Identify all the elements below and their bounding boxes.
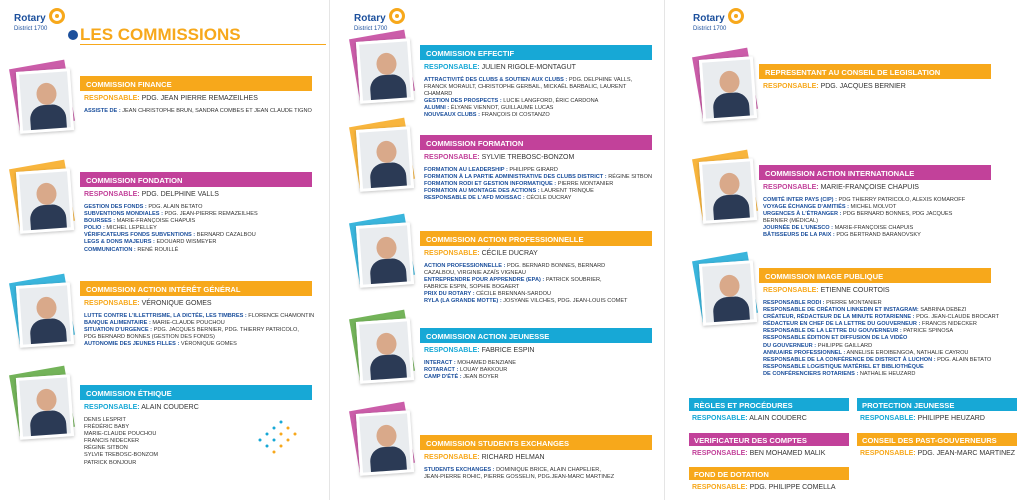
responsable-label: RESPONSABLE:	[860, 415, 916, 422]
logo-district: District 1700	[693, 26, 727, 32]
member-role: DU GOUVERNEUR :	[763, 342, 817, 349]
small-commission-title: CONSEIL DES PAST-GOUVERNEURS	[857, 433, 1017, 446]
member-role: LUTTE CONTRE L'ILLETTRISME, LA DICTÉE, LES TIMBRES :	[84, 313, 247, 319]
column-right	[675, 0, 1020, 500]
member-names: PDG. JACQUES BERNIER, PDG. THIERRY PATRICOLO,	[153, 327, 299, 334]
logo-district: District 1700	[14, 26, 48, 32]
member-line	[424, 474, 614, 481]
member-role: COMITÉ INTER PAYS (CIP) :	[763, 197, 837, 203]
commission-title-bar: COMMISSION ACTION JEUNESSE	[420, 328, 652, 343]
responsable-name: FABRICE ESPIN	[481, 347, 535, 354]
member-role: STUDENTS EXCHANGES :	[424, 467, 495, 473]
logo-district: District 1700	[354, 26, 388, 32]
member-role: LEGS & DONS MAJEURS :	[84, 239, 155, 246]
member-names: EDOUARD WISMEYER	[156, 239, 217, 246]
commission-title-bar: COMMISSION FORMATION	[420, 135, 652, 150]
column-middle	[340, 0, 665, 500]
responsable-name: PDG. DELPHINE VALLS	[141, 191, 219, 198]
member-names: MARIE-FRANÇOISE CHAPUIS	[834, 225, 914, 232]
member-names: DENIS LESPRIT	[84, 417, 126, 423]
member-names: PDG. JEAN-PIERRE REMAZEILHES	[164, 211, 258, 218]
responsable-label: RESPONSABLE:	[424, 250, 480, 257]
logo-word: Rotary	[693, 13, 725, 24]
portrait-photo	[699, 260, 757, 326]
member-role: FORMATION AU LEADERSHIP :	[424, 167, 508, 173]
member-role: BOURSES :	[84, 218, 116, 225]
member-role: RÉDACTEUR EN CHEF DE LA LETTRE DU GOUVERNEUR :	[763, 321, 921, 328]
member-names: CAZALBOU, VIRGINIE AZAÏS VIGNEAU	[424, 270, 526, 277]
member-names: PDG. BERNARD BONNES, BERNARD	[507, 263, 606, 269]
commission-card	[675, 0, 1020, 380]
member-line	[763, 321, 999, 328]
responsable-label: RESPONSABLE:	[424, 64, 480, 71]
member-line	[84, 460, 158, 467]
member-line	[763, 357, 999, 364]
member-names: JEAN CHRISTOPHE BRUN, SANDRA COMBES ET JEAN CLAUDE TIGNO	[122, 108, 312, 114]
member-names: FRANCIS NIDECKER	[921, 321, 977, 328]
member-role: BANQUE ALIMENTAIRE :	[84, 320, 151, 327]
member-role: FORMATION RODI ET GESTION INFORMATIQUE :	[424, 181, 557, 188]
member-names: PDG. JEAN-CLAUDE BROCART	[916, 314, 999, 321]
member-role: SITUATION D'URGENCE :	[84, 327, 153, 334]
member-role: ALUMNI :	[424, 105, 450, 112]
member-names: PHILIPPE GAILLARD	[817, 342, 873, 349]
member-names: PDG THIERRY PATRICOLO, ALEXIS KOMAROFF	[838, 197, 966, 203]
member-names: JEAN BOYER	[463, 374, 499, 381]
column-left	[0, 0, 330, 500]
logo-word: Rotary	[14, 13, 46, 24]
member-names: CÉCILE BRENNAN-SARDOU	[476, 291, 552, 298]
member-names: PIERRE MONTANIER	[826, 300, 882, 306]
responsable-line	[763, 287, 890, 294]
member-names: DOMINIQUE BRICE, ALAIN CHAPELIER,	[496, 467, 601, 473]
member-role: JOURNÉE DE L'UNESCO :	[763, 225, 834, 232]
dot-pattern-decoration	[255, 410, 315, 470]
portrait-head	[376, 424, 397, 447]
member-names: FRANCIS NIDECKER	[84, 438, 140, 445]
member-line	[763, 343, 999, 350]
member-role: COMMUNICATION :	[84, 246, 136, 253]
responsable-line	[692, 484, 836, 491]
responsable-label: RESPONSABLE:	[692, 484, 748, 491]
member-names: FRÉDÉRIC BABY	[84, 424, 130, 431]
member-role: RESPONSABLE RODI :	[763, 300, 825, 306]
commission-title-bar: COMMISSION STUDENTS EXCHANGES	[420, 435, 652, 450]
member-names: VÉRONIQUE GOMES	[180, 341, 237, 348]
member-line	[424, 467, 614, 474]
responsable-name: BEN MOHAMED MALIK	[749, 450, 826, 457]
responsable-name: PDG. JEAN-MARC MARTINEZ	[917, 450, 1016, 457]
member-role: ACTION PROFESSIONNELLE :	[424, 263, 506, 269]
responsable-name: PDG. JEAN PIERRE REMAZEILHES	[141, 95, 258, 102]
responsable-label: RESPONSABLE:	[84, 404, 140, 411]
member-names: MOHAMED BENZIANE	[457, 360, 517, 366]
responsable-label: RESPONSABLE:	[763, 83, 819, 90]
member-names: PDG BERNARD BONNES (GESTION DES FONDS)	[84, 334, 215, 341]
member-line	[763, 350, 999, 357]
responsable-line	[692, 450, 825, 457]
member-line	[763, 364, 999, 371]
responsable-label: RESPONSABLE:	[860, 450, 916, 457]
responsable-name: VÉRONIQUE GOMES	[141, 300, 212, 307]
small-commission-title: RÈGLES ET PROCÉDURES	[689, 398, 849, 411]
responsable-label: RESPONSABLE:	[424, 454, 480, 461]
portrait-body	[29, 410, 67, 440]
responsable-line	[424, 454, 545, 461]
member-names: ANNELISE EROIBENGOA, NATHALIE CAYROU	[846, 349, 969, 356]
member-role: PRIX DU ROTARY :	[424, 291, 475, 298]
responsable-name: PHILIPPE HEUZARD	[917, 415, 985, 422]
member-names: PDG. DELPHINE VALLS,	[568, 77, 633, 83]
responsable-name: CÉCILE DUCRAY	[481, 250, 538, 257]
member-names: CHAMARD	[424, 91, 453, 98]
responsable-line	[692, 415, 807, 422]
portrait-photo	[16, 374, 74, 440]
member-role: RESPONSABLE DE LA CONFÉRENCE DE DISTRICT À LUCHON :	[763, 356, 936, 363]
responsable-name: RICHARD HELMAN	[481, 454, 545, 461]
member-role: SUBVENTIONS MONDIALES :	[84, 211, 163, 218]
member-names: FRANCK MORAULT, CHRISTOPHE GERBAIL, MICKAËL BARBALIC, LAURENT	[424, 84, 627, 91]
member-role: GESTION DES PROSPECTS :	[424, 98, 502, 105]
member-names: FLORENCE CHAMONTIN	[248, 313, 315, 319]
member-role: RESPONSABLE DE LA LETTRE DU GOUVERNEUR :	[763, 328, 902, 335]
member-names: PATRICE SPINOSA	[903, 328, 954, 335]
member-role: NOUVEAUX CLUBS :	[424, 112, 480, 119]
member-names: RÉGINE SITBON	[84, 445, 128, 452]
member-role: BÂTISSEURS DE LA PAIX :	[763, 232, 835, 239]
responsable-name: SYLVIE TREBOSC-BONZOM	[481, 154, 575, 161]
member-role: ANNUAIRE PROFESSIONNEL :	[763, 349, 846, 356]
commission-card	[340, 0, 664, 500]
member-line	[84, 445, 158, 452]
member-names: MICHEL LEPELLEY	[106, 225, 157, 232]
member-names: LAURENT TRINQUE	[541, 188, 594, 195]
commission-title-bar: COMMISSION FINANCE	[80, 76, 312, 91]
member-names: BERNIER (MÉDICAL)	[763, 218, 819, 225]
member-names: PDG BERNARD BONNES, PDG JACQUES	[842, 211, 953, 218]
member-role: RESPONSABLE DE CRÉATION LINKEDIN ET INSTAGRAM:	[763, 307, 919, 314]
member-names: PDG. ALAIN BETATO	[148, 204, 203, 210]
responsable-label: RESPONSABLE:	[763, 184, 819, 191]
member-names: CÉCILE DUCRAY	[526, 195, 572, 202]
responsable-name: PDG. PHILIPPE COMELLA	[749, 484, 836, 491]
member-role: INTERACT :	[424, 360, 456, 366]
member-lines	[424, 467, 614, 481]
member-names: JEAN-PIERRE ROHIC, PIERRE GOSSELIN, PDG.JEAN-MARC MARTINEZ	[424, 474, 615, 481]
member-names: BERNARD CAZALBOU	[196, 232, 256, 239]
responsable-label: RESPONSABLE:	[424, 154, 480, 161]
responsable-label: RESPONSABLE:	[692, 450, 748, 457]
member-line	[763, 335, 999, 342]
member-role: ROTARACT :	[424, 367, 459, 374]
member-names: MARIE-FRANÇOISE CHAPUIS	[116, 218, 196, 225]
responsable-line	[860, 450, 1015, 457]
member-names: SABRINA DEBEZI	[920, 307, 967, 314]
responsable-label: RESPONSABLE:	[763, 287, 819, 294]
portrait-head	[719, 274, 740, 297]
member-role: CAMP D'ÉTÉ :	[424, 374, 462, 381]
small-commission-title: FOND DE DOTATION	[689, 467, 849, 480]
commission-title-bar: COMMISSION FONDATION	[80, 172, 312, 187]
responsable-label: RESPONSABLE:	[84, 191, 140, 198]
member-names: FABRICE ESPIN, SOPHIE BOGAERT	[424, 284, 520, 291]
member-line	[84, 452, 158, 459]
member-names: LOUAY BAKKOUR	[459, 367, 508, 374]
member-role: VÉRIFICATEURS FONDS SUBVENTIONS :	[84, 232, 196, 239]
member-role: RESPONSABLE DE L'AFD MOISSAC :	[424, 195, 525, 202]
member-role: FORMATION AU MONTAGE DES ACTIONS :	[424, 188, 540, 195]
member-names: PDG BERTRAND BARANOVSKY	[836, 232, 921, 239]
responsable-name: MARIE-FRANÇOISE CHAPUIS	[820, 184, 919, 191]
responsable-label: RESPONSABLE:	[84, 95, 140, 102]
member-names: SYLVIE TREBOSC-BONZOM	[84, 452, 159, 459]
member-role: RYLA (LA GRANDE MOTTE) :	[424, 298, 502, 305]
commission-title-bar: COMMISSION IMAGE PUBLIQUE	[759, 268, 991, 283]
responsable-line	[84, 404, 199, 411]
member-names: MARIE-CLAUDE POUCHOU	[84, 431, 157, 438]
member-names: FRANÇOIS DI COSTANZO	[481, 112, 550, 119]
portrait-body	[712, 296, 750, 326]
member-role: RESPONSABLE LOGISTIQUE MATÉRIEL ET BIBLIOTHÈQUE	[763, 363, 924, 370]
commission-title-bar: COMMISSION ACTION INTÉRÊT GÉNÉRAL	[80, 281, 312, 296]
responsable-name: PDG. JACQUES BERNIER	[820, 83, 906, 90]
member-names: PDG. ALAIN BETATO	[937, 356, 992, 363]
member-names: MICHEL MOLVOT	[850, 204, 897, 211]
responsable-label: RESPONSABLE:	[424, 347, 480, 354]
member-role: DE CONFÉRENCIERS ROTARIENS :	[763, 370, 859, 377]
member-names: NATHALIE HEUZARD	[859, 370, 916, 377]
member-lines	[84, 417, 158, 467]
responsable-name: ETIENNE COURTOIS	[820, 287, 890, 294]
commission-title-bar: COMMISSION ÉTHIQUE	[80, 385, 312, 400]
member-line	[763, 371, 999, 378]
member-role: ASSISTE DE :	[84, 108, 121, 114]
commission-title-bar: COMMISSION EFFECTIF	[420, 45, 652, 60]
member-line	[84, 424, 158, 431]
member-role: ATTRACTIVITÉ DES CLUBS & SOUTIEN AUX CLUBS :	[424, 77, 568, 83]
responsable-label: RESPONSABLE:	[692, 415, 748, 422]
portrait-body	[369, 446, 407, 476]
member-names: PATRICK SOUBRIER,	[545, 277, 602, 284]
commission-title-bar: COMMISSION ACTION INTERNATIONALE	[759, 165, 991, 180]
small-commission-title: VERIFICATEUR DES COMPTES	[689, 433, 849, 446]
member-role: RESPONSABLE ÉDITION ET DIFFUSION DE LA VIDÉO	[763, 335, 908, 342]
commission-title-bar: COMMISSION ACTION PROFESSIONNELLE	[420, 231, 652, 246]
member-role: URGENCES À L'ÉTRANGER :	[763, 211, 842, 218]
member-line	[84, 431, 158, 438]
member-names: ÉLYANE VIENNOT, GUILLAUME LUCAS	[450, 105, 554, 112]
responsable-name: ALAIN COUDERC	[749, 415, 807, 422]
member-role: VOYAGE ÉCHANGE D'AMITIÉS :	[763, 204, 849, 211]
member-role: FORMATION À LA PARTIE ADMINISTRATIVE DES CLUBS DISTRICT :	[424, 174, 607, 181]
responsable-name: ALAIN COUDERC	[141, 404, 199, 411]
member-names: PHILIPPE GIRARD	[509, 167, 558, 173]
member-role: POLIO :	[84, 225, 105, 232]
member-names: RÉGINE SITBON	[608, 174, 653, 181]
member-lines	[763, 300, 999, 378]
member-names: MARIE-CLAUDE POUCHOU	[152, 320, 225, 327]
portrait-head	[36, 388, 57, 411]
logo-word: Rotary	[354, 13, 386, 24]
member-role: GESTION DES FONDS :	[84, 204, 147, 210]
commission-title-bar: REPRESENTANT AU CONSEIL DE LEGISLATION	[759, 64, 991, 79]
member-role: CRÉATEUR, RÉDACTEUR DE LA MINUTE ROTARIENNE :	[763, 314, 915, 321]
page-title: LES COMMISSIONS	[80, 25, 241, 44]
member-names: LUCIE LANGFORD, ÉRIC CARDONA	[503, 98, 599, 105]
small-commission-title: PROTECTION JEUNESSE	[857, 398, 1017, 411]
responsable-label: RESPONSABLE:	[84, 300, 140, 307]
member-names: PATRICK BONJOUR	[84, 459, 137, 466]
responsable-name: JULIEN RIGOLE-MONTAGUT	[481, 64, 576, 71]
member-role: AUTONOMIE DES JEUNES FILLES :	[84, 341, 180, 348]
member-names: PIERRE MONTANIER	[557, 181, 614, 188]
member-names: RENÉ ROUILLÉ	[137, 246, 179, 253]
responsable-line	[860, 415, 985, 422]
member-names: JOSYANE VILCHES, PDG. JEAN-LOUIS COMET	[503, 298, 628, 305]
member-role: ENTREPRENDRE POUR APPRENDRE (EPA) :	[424, 277, 545, 284]
portrait-photo	[356, 410, 414, 476]
